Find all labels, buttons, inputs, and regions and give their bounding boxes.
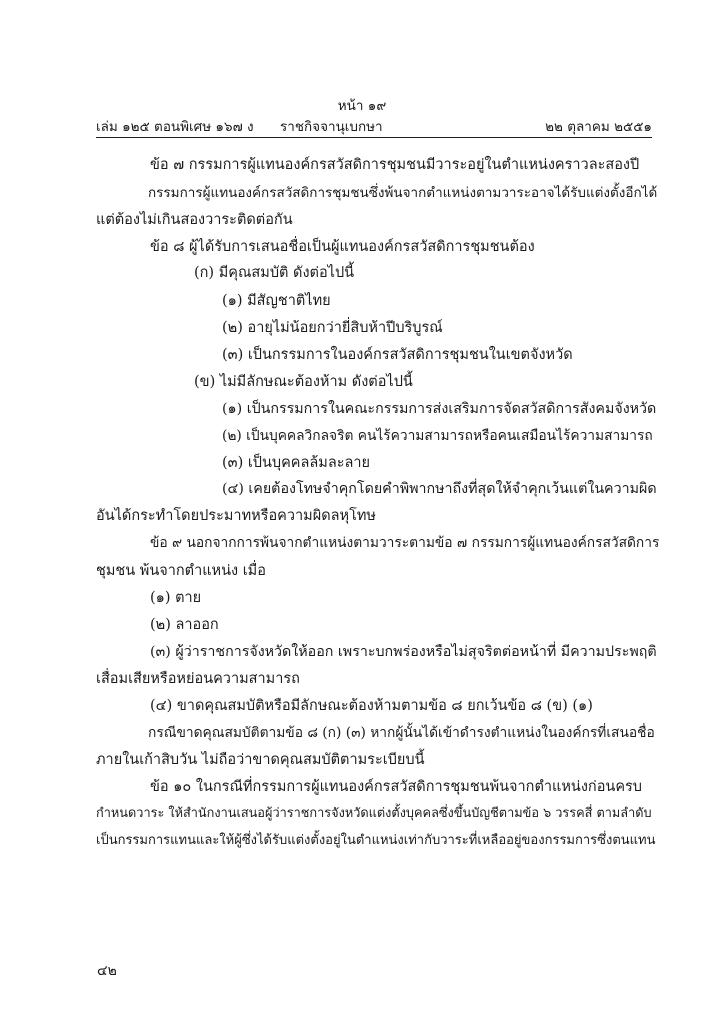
clause-9-note-line-2: ภายในเก้าสิบวัน ไม่ถือว่าขาดคุณสมบัติตามระเบียบนี้: [96, 752, 425, 768]
clause-8-b-4-cont: อันได้กระทำโดยประมาทหรือความผิดลหุโทษ: [96, 508, 376, 524]
clause-8-line-1: ข้อ ๘ ผู้ได้รับการเสนอชื่อเป็นผู้แทนองค์กรสวัสดิการชุมชนต้อง: [150, 239, 535, 255]
clause-9-4: (๔) ขาดคุณสมบัติหรือมีลักษณะต้องห้ามตามข้อ ๘ ยกเว้นข้อ ๘ (ข) (๑): [150, 698, 593, 714]
gazette-title: ราชกิจจานุเบกษา: [280, 119, 383, 135]
clause-8-b-3: (๓) เป็นบุคคลล้มละลาย: [222, 455, 371, 471]
footer-page-number: ๔๒: [97, 963, 117, 979]
clause-9-1: (๑) ตาย: [150, 590, 202, 606]
clause-9-line-2: ชุมชน พ้นจากตำแหน่ง เมื่อ: [96, 563, 266, 579]
clause-8-a-1: (๑) มีสัญชาติไทย: [222, 293, 331, 309]
clause-9-3-cont: เสื่อมเสียหรือหย่อนความสามารถ: [96, 671, 300, 687]
clause-7-line-3: แต่ต้องไม่เกินสองวาระติดต่อกัน: [96, 212, 293, 228]
publication-date: ๒๒ ตุลาคม ๒๕๕๑: [545, 119, 652, 135]
clause-8-b-4: (๔) เคยต้องโทษจำคุกโดยคำพิพากษาถึงที่สุดให้จำคุกเว้นแต่ในความผิด: [222, 481, 657, 497]
clause-9-note-line-1: กรณีขาดคุณสมบัติตามข้อ ๘ (ก) (๓) หากผู้นั้นได้เข้าดำรงตำแหน่งในองค์กรที่เสนอชื่อ: [148, 725, 655, 741]
clause-8-a: (ก) มีคุณสมบัติ ดังต่อไปนี้: [194, 265, 355, 281]
clause-9-line-1: ข้อ ๙ นอกจากการพ้นจากตำแหน่งตามวาระตามข้อ ๗ กรรมการผู้แทนองค์กรสวัสดิการ: [150, 535, 660, 551]
clause-9-3: (๓) ผู้ว่าราชการจังหวัดให้ออก เพราะบกพร่องหรือไม่สุจริตต่อหน้าที่ มีความประพฤติ: [150, 644, 657, 660]
clause-10-line-1: ข้อ ๑๐ ในกรณีที่กรรมการผู้แทนองค์กรสวัสดิการชุมชนพ้นจากตำแหน่งก่อนครบ: [150, 779, 643, 795]
clause-8-b-1: (๑) เป็นกรรมการในคณะกรรมการส่งเสริมการจัดสวัสดิการสังคมจังหวัด: [222, 401, 657, 417]
clause-9-2: (๒) ลาออก: [150, 617, 219, 633]
clause-7-line-1: ข้อ ๗ กรรมการผู้แทนองค์กรสวัสดิการชุมชนมีวาระอยู่ในตำแหน่งคราวละสองปี: [150, 157, 640, 173]
page-number-header: หน้า ๑๙: [337, 98, 387, 114]
clause-8-a-3: (๓) เป็นกรรมการในองค์กรสวัสดิการชุมชนในเขตจังหวัด: [222, 347, 573, 363]
volume-info: เล่ม ๑๒๕ ตอนพิเศษ ๑๖๗ ง: [96, 119, 254, 135]
clause-7-line-2: กรรมการผู้แทนองค์กรสวัสดิการชุมชนซึ่งพ้นจากตำแหน่งตามวาระอาจได้รับแต่งตั้งอีกได้: [148, 185, 658, 201]
clause-10-line-2: กำหนดวาระ ให้สำนักงานเสนอผู้ว่าราชการจังหวัดแต่งตั้งบุคคลซึ่งขึ้นบัญชีตามข้อ ๖ วรรคสี่ ตามลำดับ: [96, 806, 652, 821]
clause-8-b: (ข) ไม่มีลักษณะต้องห้าม ดังต่อไปนี้: [194, 374, 413, 390]
header-divider: [96, 137, 652, 138]
clause-10-line-3: เป็นกรรมการแทนและให้ผู้ซึ่งได้รับแต่งตั้งอยู่ในตำแหน่งเท่ากับวาระที่เหลืออยู่ของกรรมการซึ่งตนแทน: [96, 833, 656, 848]
clause-8-b-2: (๒) เป็นบุคคลวิกลจริต คนไร้ความสามารถหรือคนเสมือนไร้ความสามารถ: [222, 428, 653, 444]
clause-8-a-2: (๒) อายุไม่น้อยกว่ายี่สิบห้าปีบริบูรณ์: [222, 320, 443, 336]
